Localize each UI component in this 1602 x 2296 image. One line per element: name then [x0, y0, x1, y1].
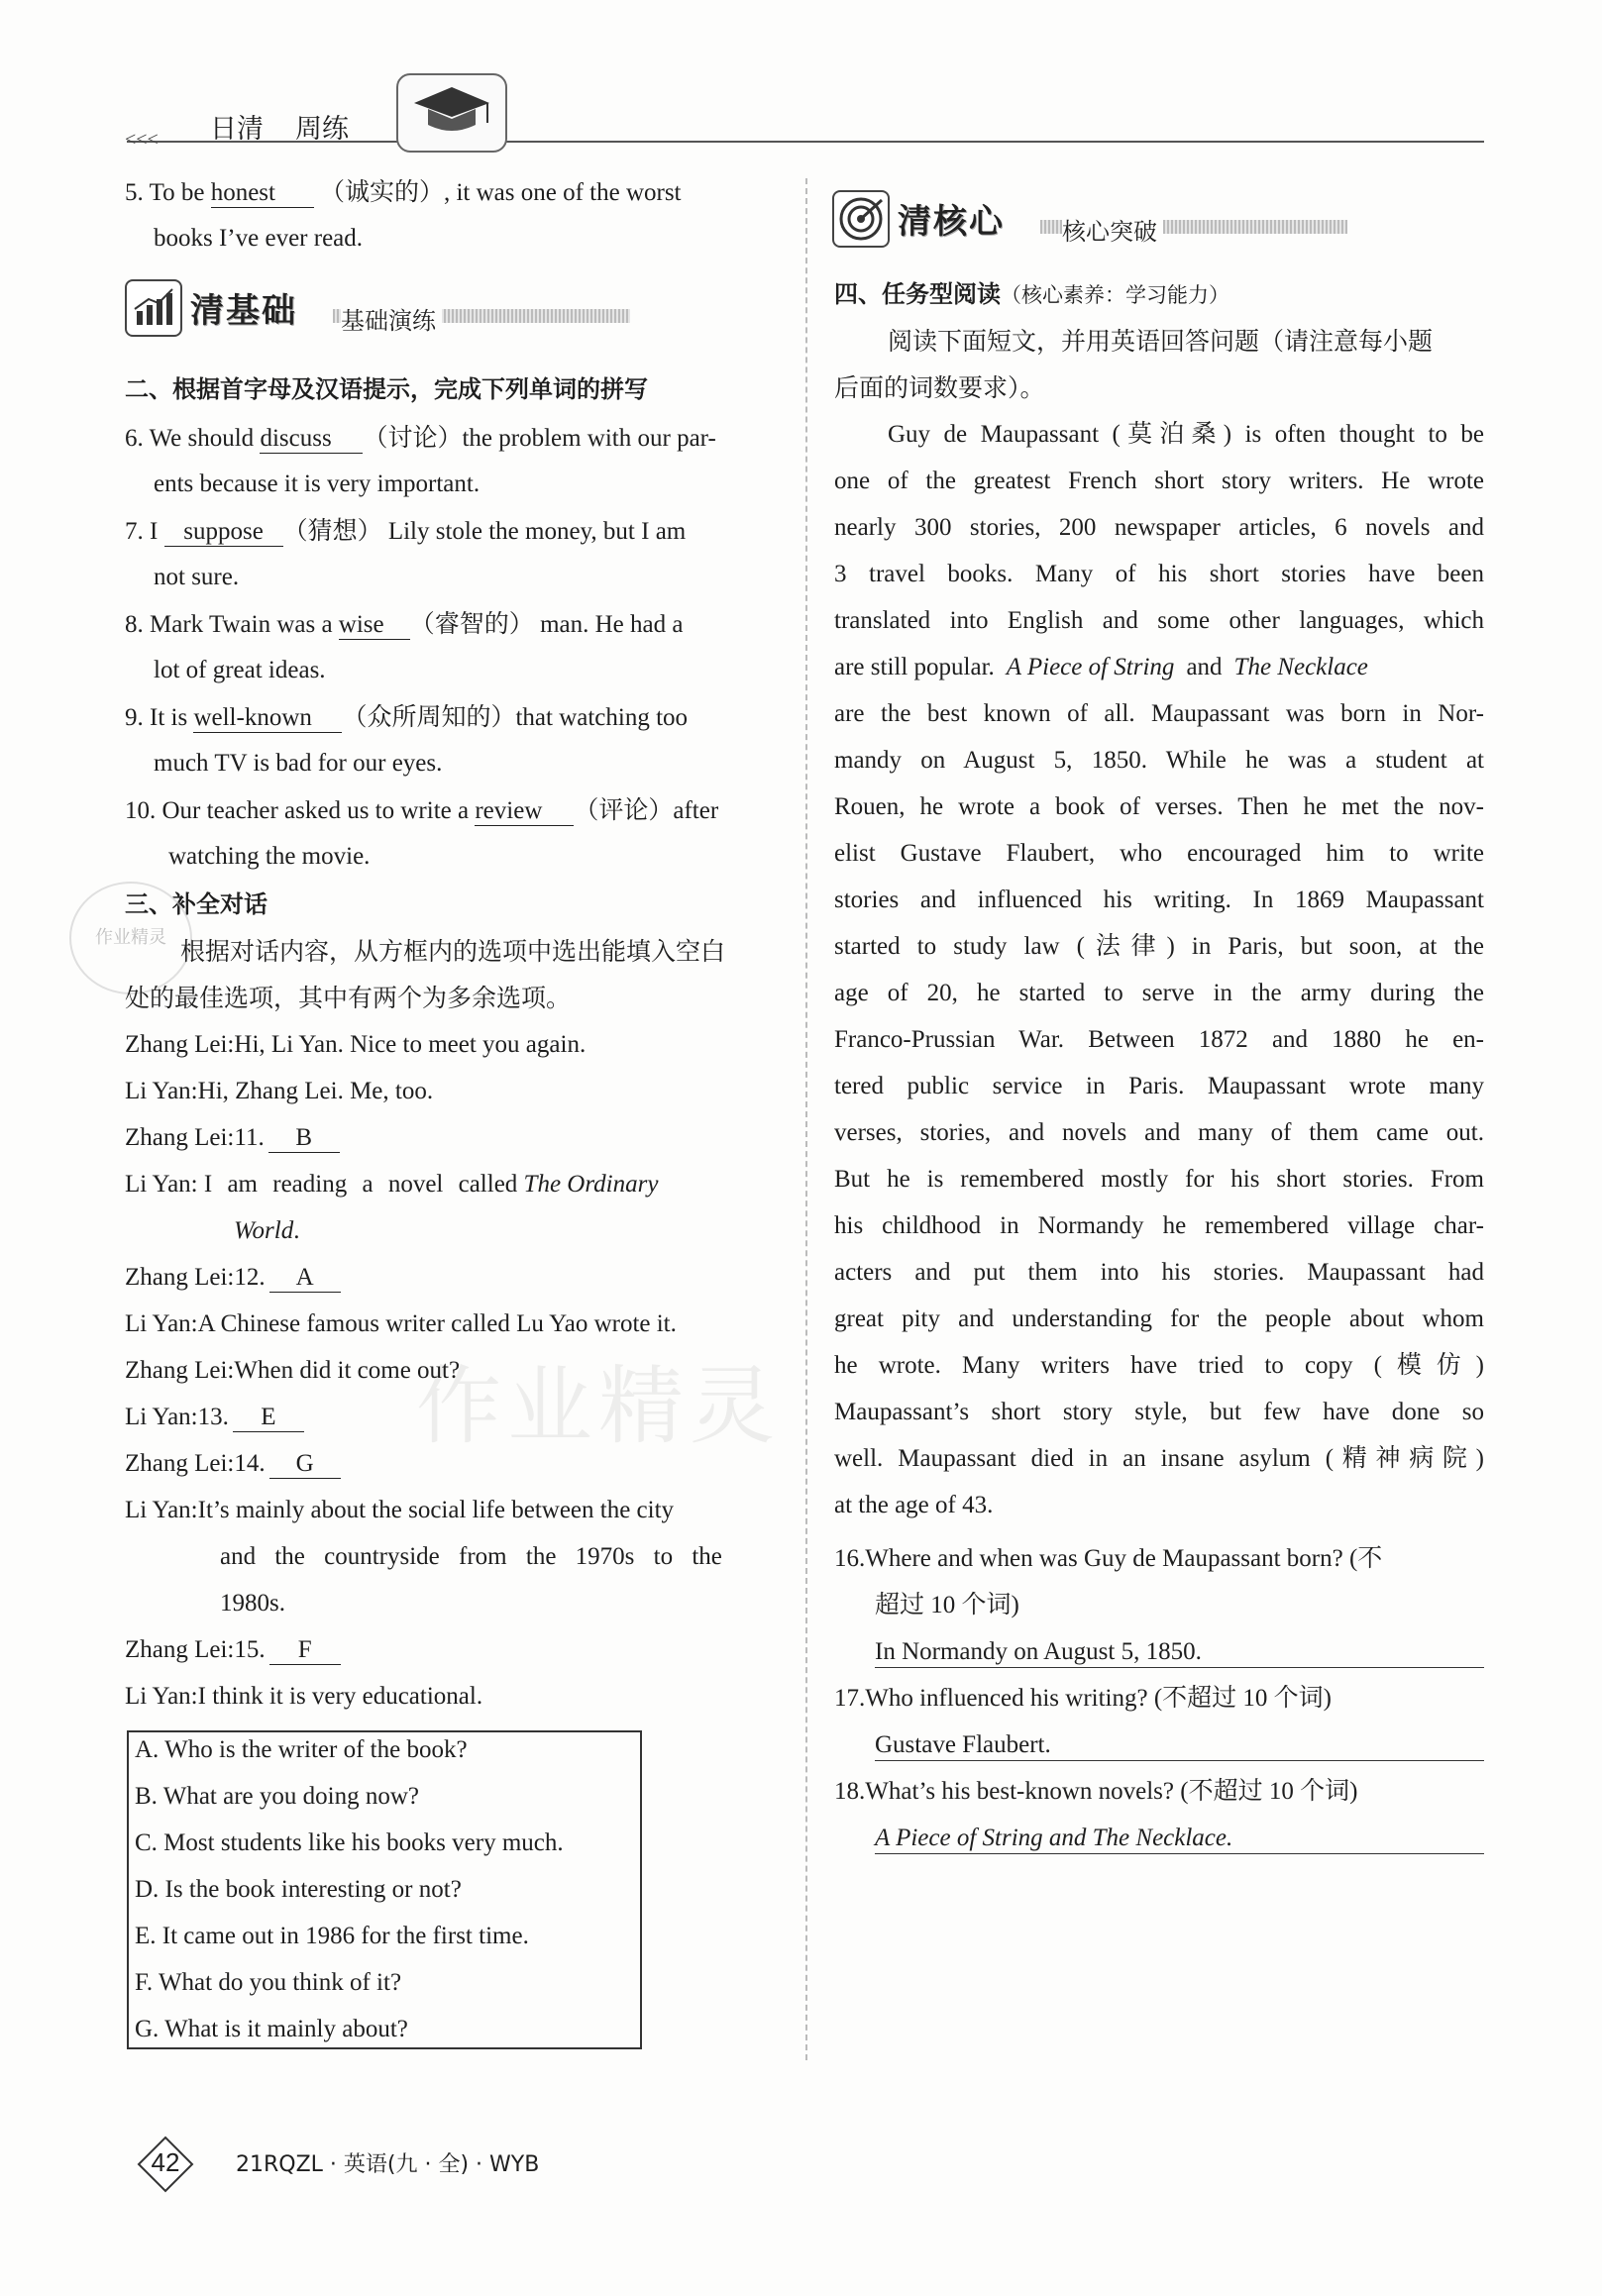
header-arrows: <<<: [125, 129, 159, 151]
target-icon: [832, 190, 890, 248]
option-c: C. Most students like his books very much.: [135, 1829, 564, 1856]
passage-line: at the age of 43.: [834, 1492, 994, 1518]
header-title-right: 周练: [295, 114, 349, 145]
column-divider: [805, 178, 807, 2060]
q10-line: 10. Our teacher asked us to write a review （评论）after: [125, 795, 719, 824]
dialog-7: Zhang Lei:When did it come out?: [125, 1357, 461, 1384]
section-core-tag: 清核心: [898, 202, 1005, 242]
section-core-sub: 核心突破: [1062, 212, 1163, 247]
q7-continuation: not sure.: [154, 564, 240, 590]
q5-answer[interactable]: honest: [211, 179, 314, 208]
q8-line: 8. Mark Twain was a wise （睿智的） man. He had a: [125, 609, 684, 638]
passage-line: well. Maupassant died in an insane asylum (精神病院): [834, 1445, 1484, 1472]
part4-title: 四、任务型阅读（核心素养：学习能力）: [834, 280, 1229, 308]
options-box: [127, 1730, 642, 2049]
passage-line: Rouen, he wrote a book of verses. Then he met the nov-: [834, 793, 1484, 820]
passage-line: acters and put them into his stories. Maupassant had: [834, 1259, 1484, 1286]
dialog-1: Zhang Lei:Hi, Li Yan. Nice to meet you again.: [125, 1031, 587, 1058]
q12-answer[interactable]: A: [269, 1264, 341, 1293]
q10-continuation: watching the movie.: [168, 843, 371, 870]
option-f: F. What do you think of it?: [135, 1969, 402, 1996]
q6-line: 6. We should discuss （讨论）the problem with our par-: [125, 423, 716, 452]
q17-line: 17.Who influenced his writing? (不超过 10 个词): [834, 1685, 1332, 1712]
dialog-4-cont: World.: [234, 1217, 300, 1244]
passage-line: started to study law (法律) in Paris, but soon, at the: [834, 933, 1484, 960]
footer-code: 21RQZL · 英语(九 · 全) · WYB: [236, 2152, 540, 2177]
dialog-12: Li Yan:I think it is very educational.: [125, 1683, 483, 1710]
dialog-10-cont: and the countryside from the 1970s to the: [220, 1543, 722, 1570]
part4-instr1: 阅读下面短文，并用英语回答问题（请注意每小题: [888, 327, 1434, 356]
part3-instr2: 处的最佳选项，其中有两个为多余选项。: [125, 984, 572, 1012]
dialog-8: Li Yan:13. E: [125, 1394, 304, 1440]
passage-line: But he is remembered mostly for his short stories. From: [834, 1166, 1484, 1193]
part3-title: 三、补全对话: [125, 890, 267, 918]
dialog-2: Li Yan:Hi, Zhang Lei. Me, too.: [125, 1078, 434, 1104]
part4-instr2: 后面的词数要求）。: [834, 373, 1045, 402]
dialog-11: Zhang Lei:15. F: [125, 1626, 341, 1673]
passage-line: one of the greatest French short story writers. He wrote: [834, 468, 1484, 494]
q11-answer[interactable]: B: [268, 1124, 340, 1153]
passage-line: verses, stories, and novels and many of them came out.: [834, 1119, 1484, 1146]
section-basic-tag: 清基础: [190, 291, 297, 331]
q9-line: 9. It is well-known （众所周知的）that watching too: [125, 702, 689, 731]
passage-line: Franco-Prussian War. Between 1872 and 1880 he en-: [834, 1026, 1484, 1053]
header-title-left: 日清: [210, 114, 264, 145]
dialog-9: Zhang Lei:14. G: [125, 1440, 341, 1487]
q14-answer[interactable]: G: [269, 1450, 341, 1479]
q9-answer[interactable]: well-known: [193, 704, 342, 733]
passage-line: Maupassant’s short story style, but few have done so: [834, 1399, 1484, 1425]
q16-answer[interactable]: In Normandy on August 5, 1850.: [875, 1638, 1202, 1665]
bar-chart-icon: [125, 279, 182, 337]
part2-title: 二、根据首字母及汉语提示，完成下列单词的拼写: [125, 375, 648, 403]
page-number: 42: [151, 2147, 180, 2177]
q16-line: 16.Where and when was Guy de Maupassant born? (不: [834, 1545, 1383, 1572]
part3-instr1: 根据对话内容，从方框内的选项中选出能填入空白: [180, 937, 726, 966]
q16-cont: 超过 10 个词): [875, 1592, 1019, 1618]
q5-continuation: books I’ve ever read.: [154, 225, 364, 252]
watermark: 作业精灵: [416, 1357, 781, 1456]
q6-answer[interactable]: discuss: [260, 425, 363, 454]
dialog-10-cont2: 1980s.: [220, 1590, 285, 1617]
passage-line: are still popular. A Piece of String and The Necklace: [834, 654, 1368, 680]
q9-continuation: much TV is bad for our eyes.: [154, 750, 443, 777]
passage-line: he wrote. Many writers have tried to copy (模仿): [834, 1352, 1484, 1379]
graduation-cap-icon: [396, 73, 507, 153]
dialog-4: Li Yan: I am reading a novel called The Ordinary: [125, 1171, 659, 1198]
watermark-stamp: 作业精灵: [69, 882, 192, 994]
option-d: D. Is the book interesting or not?: [135, 1876, 462, 1903]
passage-line: his childhood in Normandy he remembered village char-: [834, 1212, 1484, 1239]
dialog-3: Zhang Lei:11. B: [125, 1114, 340, 1161]
passage-line: translated into English and some other languages, which: [834, 607, 1484, 634]
q18-answer[interactable]: A Piece of String and The Necklace.: [875, 1825, 1233, 1851]
option-b: B. What are you doing now?: [135, 1783, 419, 1810]
passage-line: age of 20, he started to serve in the army during the: [834, 980, 1484, 1006]
q6-continuation: ents because it is very important.: [154, 470, 481, 497]
passage-line: great pity and understanding for the people about whom: [834, 1305, 1484, 1332]
option-g: G. What is it mainly about?: [135, 2016, 408, 2042]
q8-continuation: lot of great ideas.: [154, 657, 326, 683]
section-core: [832, 190, 1357, 248]
passage-line: stories and influenced his writing. In 1869 Maupassant: [834, 887, 1484, 913]
passage-line: are the best known of all. Maupassant was born in Nor-: [834, 700, 1484, 727]
q7-answer[interactable]: suppose: [164, 518, 283, 547]
page-number-badge: [137, 2136, 194, 2193]
q5-line: 5. To be honest （诚实的）, it was one of the worst: [125, 177, 682, 206]
q8-answer[interactable]: wise: [339, 611, 410, 640]
passage-line: Guy de Maupassant (莫泊桑) is often thought to be: [888, 421, 1484, 448]
q17-answer[interactable]: Gustave Flaubert.: [875, 1731, 1051, 1758]
passage-line: mandy on August 5, 1850. While he was a student at: [834, 747, 1484, 774]
q7-line: 7. I suppose （猜想） Lily stole the money, but I am: [125, 516, 687, 545]
dialog-6: Li Yan:A Chinese famous writer called Lu Yao wrote it.: [125, 1310, 677, 1337]
q10-answer[interactable]: review: [475, 797, 574, 826]
q18-line: 18.What’s his best-known novels? (不超过 10 个词): [834, 1778, 1358, 1805]
dialog-10: Li Yan:It’s mainly about the social life between the city: [125, 1497, 675, 1523]
passage-line: 3 travel books. Many of his short stories have been: [834, 561, 1484, 587]
passage-line: nearly 300 stories, 200 newspaper articles, 6 novels and: [834, 514, 1484, 541]
section-basic-sub: 基础演练: [341, 301, 442, 336]
option-a: A. Who is the writer of the book?: [135, 1736, 468, 1763]
passage-line: elist Gustave Flaubert, who encouraged him to write: [834, 840, 1484, 867]
passage-line: tered public service in Paris. Maupassant wrote many: [834, 1073, 1484, 1099]
dialog-5: Zhang Lei:12. A: [125, 1254, 341, 1301]
section-basic: [125, 279, 640, 337]
q15-answer[interactable]: F: [269, 1636, 341, 1665]
q13-answer[interactable]: E: [233, 1404, 304, 1432]
option-e: E. It came out in 1986 for the first time.: [135, 1923, 529, 1949]
